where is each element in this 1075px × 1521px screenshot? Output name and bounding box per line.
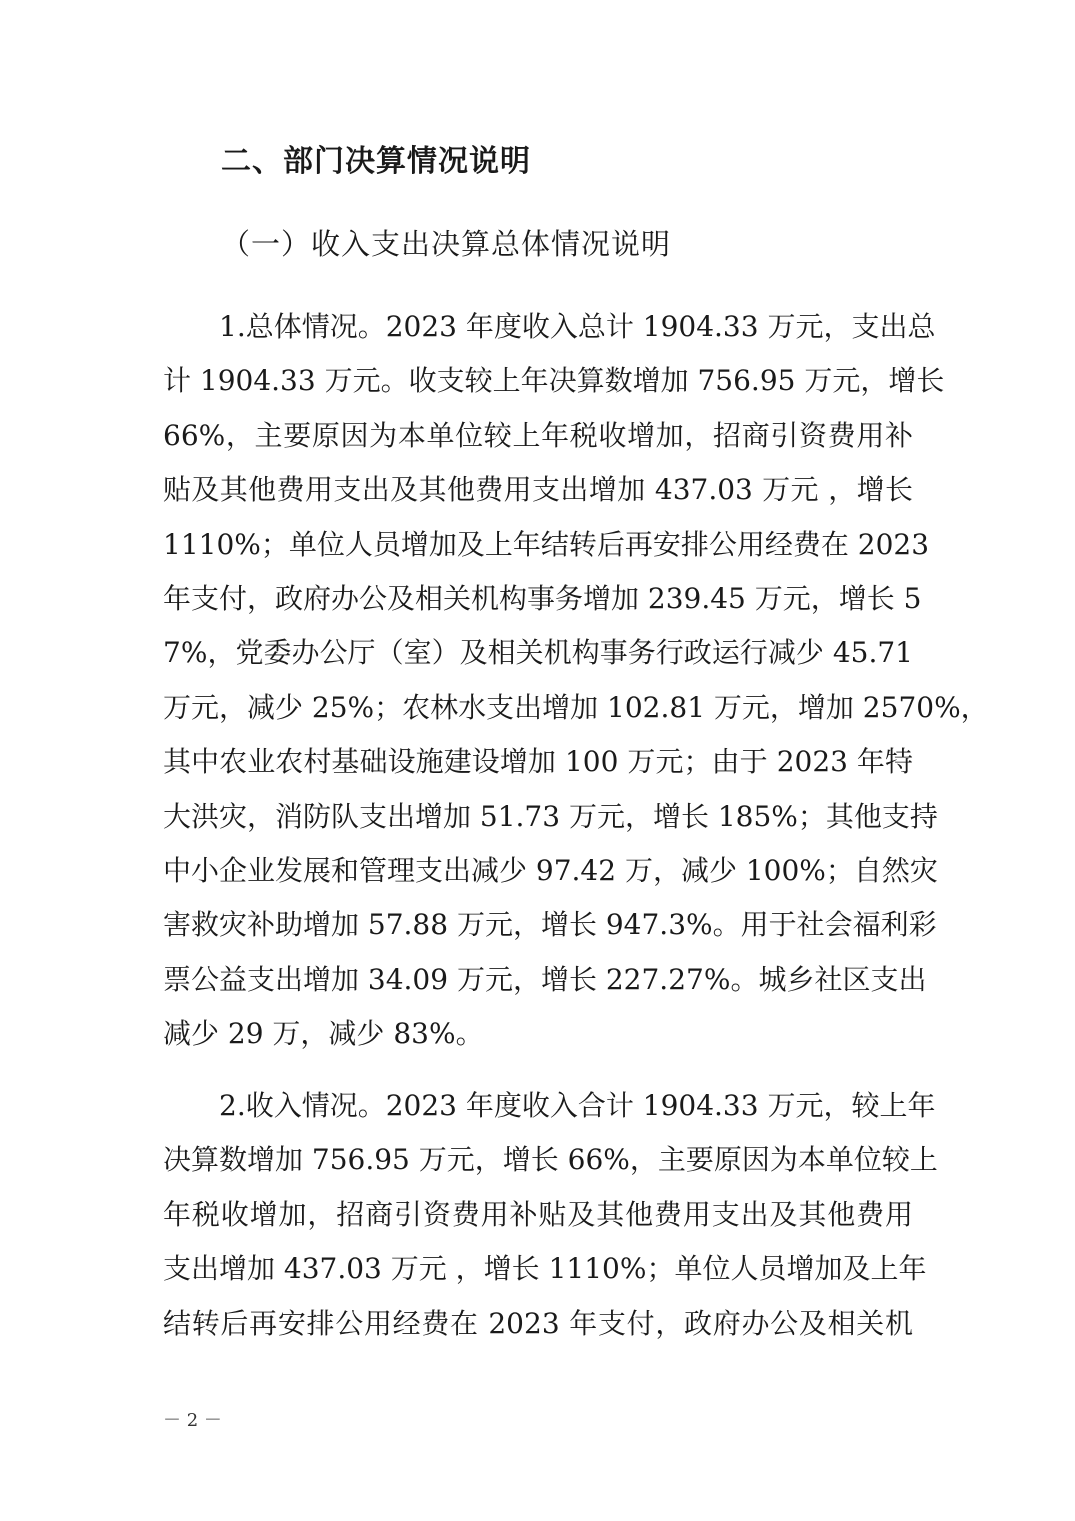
paragraph-line: 中小企业发展和管理支出减少 97.42 万，减少 100%；自然灾 (163, 853, 938, 887)
paragraph-line: 66%，主要原因为本单位较上年税收增加，招商引资费用补 (163, 418, 913, 452)
paragraph-line: 1.总体情况。2023 年度收入总计 1904.33 万元，支出总 (219, 310, 936, 343)
paragraph-line: 年支付，政府办公及相关机构事务增加 239.45 万元，增长 5 (163, 581, 922, 615)
paragraph-line: 贴及其他费用支出及其他费用支出增加 437.03 万元 ，增长 (163, 473, 913, 507)
paragraph-overall (163, 300, 989, 1061)
paragraph-line: 支出增加 437.03 万元 ，增长 1110%；单位人员增加及上年 (163, 1252, 927, 1286)
paragraph-line: 2.收入情况。2023 年度收入合计 1904.33 万元，较上年 (219, 1089, 936, 1122)
paragraph-line: 票公益支出增加 34.09 万元，增长 227.27%。城乡社区支出 (163, 962, 927, 996)
paragraph-income (163, 1079, 938, 1351)
paragraph-line: 7%，党委办公厅（室）及相关机构事务行政运行减少 45.71 (163, 636, 913, 670)
paragraph-line: 年税收增加，招商引资费用补贴及其他费用支出及其他费用 (163, 1197, 913, 1231)
section-heading: 二、部门决算情况说明 (221, 144, 531, 179)
paragraph-line: 1110%；单位人员增加及上年结转后再安排公用经费在 2023 (163, 527, 930, 561)
paragraph-line: 决算数增加 756.95 万元，增长 66%，主要原因为本单位较上 (163, 1143, 938, 1177)
paragraph-line: 其中农业农村基础设施建设增加 100 万元；由于 2023 年特 (163, 745, 913, 779)
paragraph-line: 害救灾补助增加 57.88 万元，增长 947.3%。用于社会福利彩 (163, 908, 937, 942)
paragraph-line: 结转后再安排公用经费在 2023 年支付，政府办公及相关机 (163, 1306, 913, 1340)
page-number: － 2 － (163, 1410, 222, 1431)
paragraph-line: 减少 29 万，减少 83%。 (163, 1017, 484, 1051)
subsection-heading: （一）收入支出决算总体情况说明 (221, 227, 672, 261)
paragraph-line: 大洪灾，消防队支出增加 51.73 万元，增长 185%；其他支持 (163, 799, 938, 833)
paragraph-line: 计 1904.33 万元。收支较上年决算数增加 756.95 万元，增长 (163, 364, 945, 398)
paragraph-line: 万元，减少 25%；农林水支出增加 102.81 万元，增加 2570%， (163, 690, 989, 724)
